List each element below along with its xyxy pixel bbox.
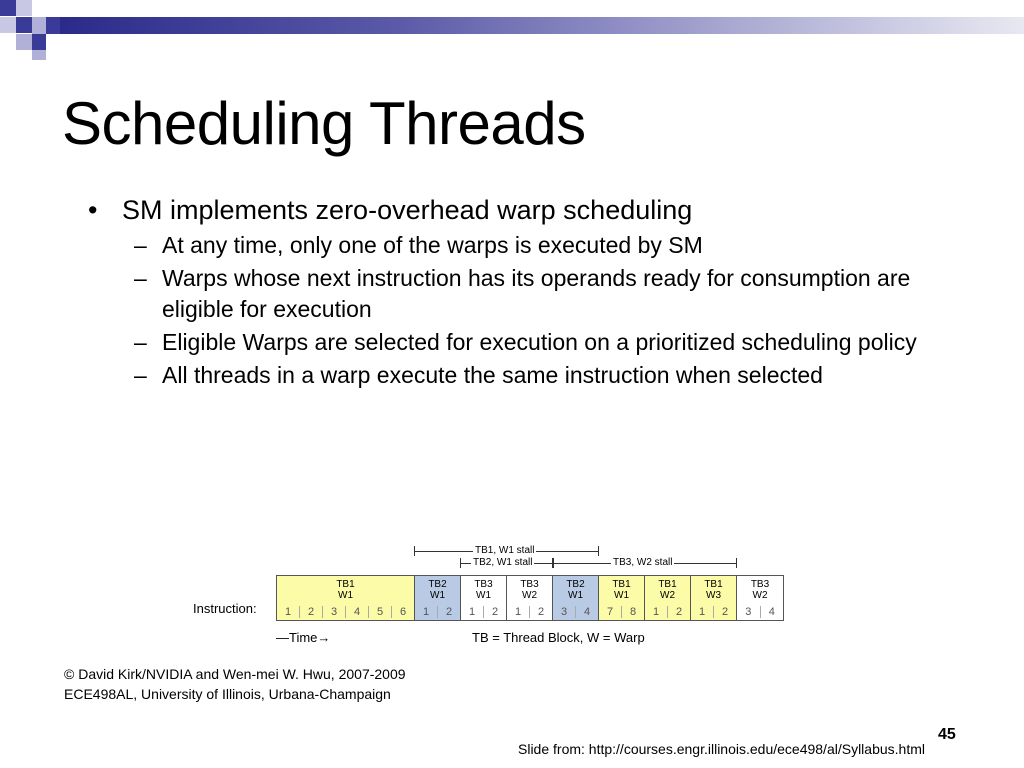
- segment-label: [415, 579, 460, 601]
- segment-warp-label: W1: [568, 590, 583, 601]
- segment-block-label: TB1: [612, 579, 631, 590]
- bullet-item: [88, 194, 948, 226]
- time-arrow-label: —Time→: [276, 630, 331, 645]
- instruction-number: 2: [713, 606, 736, 618]
- sub-bullet-item: [88, 360, 948, 391]
- timeline-segment: [415, 576, 461, 620]
- sub-bullet-item: [88, 230, 948, 261]
- segment-warp-label: W3: [706, 590, 721, 601]
- instruction-number: 4: [345, 606, 368, 618]
- timeline-segment: [737, 576, 783, 620]
- stall-bracket: [552, 558, 737, 568]
- decor-square: [32, 34, 46, 50]
- decor-square: [16, 0, 32, 16]
- segment-instruction-numbers: [461, 606, 506, 618]
- timeline-segment: [507, 576, 553, 620]
- sub-bullet-text: Eligible Warps are selected for execution on a prioritized scheduling policy: [162, 329, 917, 355]
- sub-bullet-marker: –: [134, 265, 147, 291]
- instruction-number: 1: [514, 606, 522, 618]
- timeline-segment: [277, 576, 415, 620]
- segment-label: [461, 579, 506, 601]
- timeline-segment: [691, 576, 737, 620]
- instruction-number: 2: [437, 606, 460, 618]
- stall-label: TB1, W1 stall: [475, 545, 535, 556]
- segment-label: [277, 579, 414, 601]
- figure-legend: TB = Thread Block, W = Warp: [472, 630, 645, 645]
- segment-instruction-numbers: [415, 606, 460, 618]
- decor-square: [0, 17, 16, 33]
- instruction-number: 2: [483, 606, 506, 618]
- segment-label: [737, 579, 783, 601]
- segment-block-label: TB3: [520, 579, 539, 590]
- header-band: [60, 17, 1024, 34]
- segment-label: [645, 579, 690, 601]
- segment-block-label: TB3: [750, 579, 770, 590]
- instruction-number: 3: [322, 606, 345, 618]
- sub-bullet-text: Warps whose next instruction has its operands ready for consumption are eligible for execution: [162, 265, 911, 322]
- instruction-number: 1: [468, 606, 476, 618]
- instruction-number: 4: [760, 606, 784, 618]
- warp-scheduling-figure: [190, 540, 790, 652]
- decor-square: [32, 50, 46, 60]
- segment-block-label: TB2: [428, 579, 447, 590]
- credit-line: ECE498AL, University of Illinois, Urbana-Champaign: [64, 686, 391, 702]
- instruction-number: 2: [299, 606, 322, 618]
- instruction-number: 8: [621, 606, 644, 618]
- bullet-text: SM implements zero-overhead warp scheduling: [122, 195, 693, 225]
- source-link[interactable]: Slide from: http://courses.engr.illinois.edu/ece498/al/Syllabus.html: [518, 741, 925, 757]
- timeline-segment: [553, 576, 599, 620]
- segment-instruction-numbers: [277, 606, 414, 618]
- decor-square: [0, 0, 16, 16]
- row-label: Instruction:: [193, 601, 257, 616]
- timeline-segment: [599, 576, 645, 620]
- decor-square: [16, 34, 32, 50]
- segment-block-label: TB1: [704, 579, 723, 590]
- sub-bullet-item: [88, 327, 948, 358]
- stall-bracket: [460, 558, 554, 568]
- instruction-number: 2: [667, 606, 690, 618]
- instruction-number: 5: [368, 606, 391, 618]
- segment-instruction-numbers: [507, 606, 552, 618]
- instruction-number: 1: [652, 606, 660, 618]
- instruction-number: 6: [391, 606, 414, 618]
- segment-label: [553, 579, 598, 601]
- sub-bullet-marker: –: [134, 362, 147, 388]
- segment-warp-label: W2: [752, 590, 768, 601]
- segment-warp-label: W1: [430, 590, 445, 601]
- instruction-number: 3: [560, 606, 568, 618]
- decor-square: [32, 17, 46, 34]
- stall-label: TB3, W2 stall: [613, 557, 673, 568]
- timeline-segment: [461, 576, 507, 620]
- segment-warp-label: W1: [476, 590, 491, 601]
- decor-square: [46, 17, 60, 34]
- segment-block-label: TB1: [336, 579, 355, 590]
- stall-bracket: [414, 546, 599, 556]
- segment-block-label: TB1: [658, 579, 677, 590]
- slide-title: Scheduling Threads: [62, 90, 586, 157]
- sub-bullet-text: All threads in a warp execute the same instruction when selected: [162, 362, 823, 388]
- instruction-number: 1: [698, 606, 706, 618]
- segment-instruction-numbers: [737, 606, 783, 618]
- decor-square: [32, 0, 60, 16]
- stall-label: TB2, W1 stall: [473, 557, 533, 568]
- segment-block-label: TB3: [474, 579, 493, 590]
- copyright-credit: [64, 664, 406, 704]
- instruction-number: 7: [606, 606, 614, 618]
- segment-label: [507, 579, 552, 601]
- instruction-number: 2: [529, 606, 552, 618]
- segment-instruction-numbers: [599, 606, 644, 618]
- segment-instruction-numbers: [553, 606, 598, 618]
- segment-warp-label: W1: [614, 590, 629, 601]
- instruction-number: 1: [422, 606, 430, 618]
- instruction-timeline: [276, 575, 784, 621]
- instruction-number: 1: [284, 606, 292, 618]
- segment-instruction-numbers: [645, 606, 690, 618]
- instruction-number: 3: [745, 606, 752, 618]
- segment-warp-label: W2: [660, 590, 675, 601]
- decor-square: [16, 17, 32, 33]
- sub-bullet-text: At any time, only one of the warps is executed by SM: [162, 232, 703, 258]
- segment-warp-label: W2: [522, 590, 537, 601]
- segment-label: [599, 579, 644, 601]
- bullet-list: [88, 194, 948, 393]
- sub-bullet-marker: –: [134, 232, 147, 258]
- segment-instruction-numbers: [691, 606, 736, 618]
- timeline-segment: [645, 576, 691, 620]
- credit-line: © David Kirk/NVIDIA and Wen-mei W. Hwu, 2007-2009: [64, 666, 406, 682]
- sub-bullet-marker: –: [134, 329, 147, 355]
- segment-warp-label: W1: [338, 590, 353, 601]
- page-number: 45: [938, 726, 956, 743]
- instruction-number: 4: [575, 606, 598, 618]
- segment-block-label: TB2: [566, 579, 585, 590]
- sub-bullet-item: [88, 263, 948, 325]
- segment-label: [691, 579, 736, 601]
- bullet-marker: •: [88, 195, 98, 225]
